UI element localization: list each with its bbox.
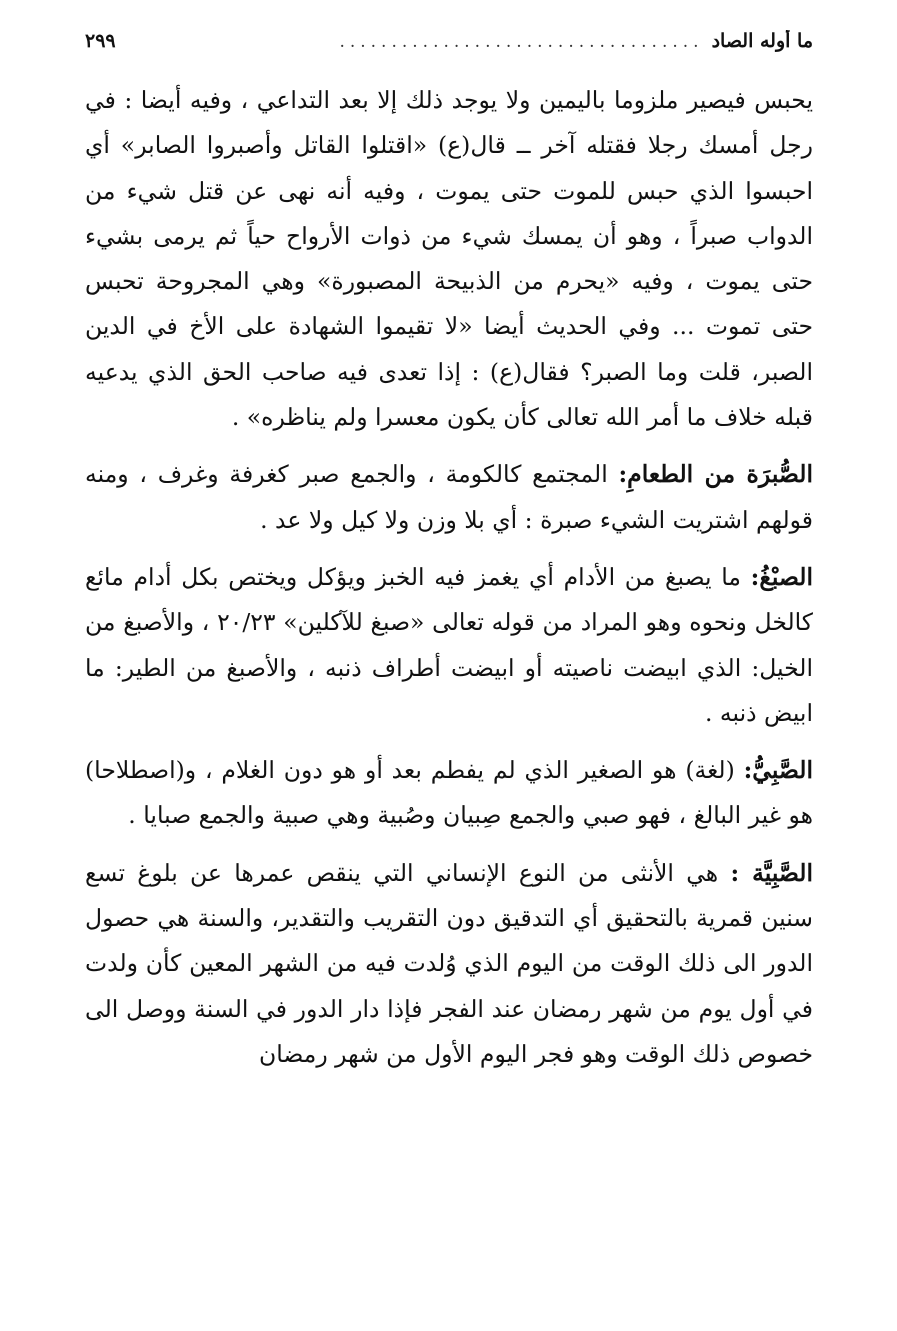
header-title: ما أوله الصاد — [711, 30, 813, 52]
entry-sobra — [85, 452, 813, 543]
page-body — [85, 78, 813, 1077]
header-leader-dots: ................................... — [339, 32, 704, 52]
running-header — [85, 30, 813, 64]
page-number: ٢٩٩ — [85, 30, 116, 52]
entry-sabiyya — [85, 851, 813, 1077]
entry-sibgh — [85, 555, 813, 736]
entry-definition: هي الأنثى من النوع الإنساني التي ينقص عمرها عن بلوغ تسع سنين قمرية بالتحقيق أي التدقيق دون التقريب والتقدير، والسنة هي حصول الدور الى ذلك الوقت من اليوم الذي وُلدت فيه من الشهر المعين كأن ولدت في أول يوم من شهر رمضان عند الفجر فإذا دار الدور في السنة ووصل الى خصوص ذلك الوقت وهو فجر اليوم الأول من شهر رمضان — [85, 858, 813, 1068]
paragraph-text: يحبس فيصير ملزوما باليمين ولا يوجد ذلك إلا بعد التداعي ، وفيه أيضا : في رجل أمسك رجلا فقتله آخر ــ قال(ع) «اقتلوا القاتل وأصبروا الصابر» أي احبسوا الذي حبس للموت حتى يموت ، وفيه أنه نهى عن قتل شيء من الدواب صبراً ، وهو أن يمسك شيء من ذوات الأرواح حياً ثم يرمى بشيء حتى يموت ، وفيه «يحرم من الذبيحة المصبورة» وهي المجروحة تحبس حتى تموت ... وفي الحديث أيضا «لا تقيموا الشهادة على الأخ في الدين الصبر، قلت وما الصبر؟ فقال(ع) : إذا تعدى فيه صاحب الحق الذي يدعيه قبله خلاف ما أمر الله تعالى كأن يكون معسرا ولم يناظره» . — [85, 86, 813, 432]
entry-sabi — [85, 748, 813, 839]
book-page — [85, 30, 813, 1077]
entry-definition: (لغة) هو الصغير الذي لم يفطم بعد أو هو دون الغلام ، و(اصطلاحا) هو غير البالغ ، فهو صبي والجمع صِبيان وصُبية وهي صبية والجمع صبايا . — [85, 756, 813, 830]
paragraph-continuation — [85, 78, 813, 440]
entry-term: الصبْغُ: — [750, 562, 813, 591]
entry-definition: ما يصبغ من الأدام أي يغمز فيه الخبز ويؤكل ويختص بكل أدام مائع كالخل ونحوه وهو المراد من قوله تعالى «صبغ للآكلين» ٢٠/٢٣ ، والأصبغ من الخيل: الذي ابيضت ناصيته أو ابيضت أطراف ذنبه ، والأصبغ من الطير: ما ابيض ذنبه . — [85, 562, 813, 727]
entry-definition: المجتمع كالكومة ، والجمع صبر كغرفة وغرف ، ومنه قولهم اشتريت الشيء صبرة : أي بلا وزن ولا كيل ولا عد . — [85, 460, 813, 534]
entry-term: الصَّبِيَّة : — [730, 858, 813, 887]
entry-term: الصَّبِيُّ: — [743, 756, 813, 785]
entry-term: الصُّبرَة من الطعامِ: — [618, 460, 813, 489]
